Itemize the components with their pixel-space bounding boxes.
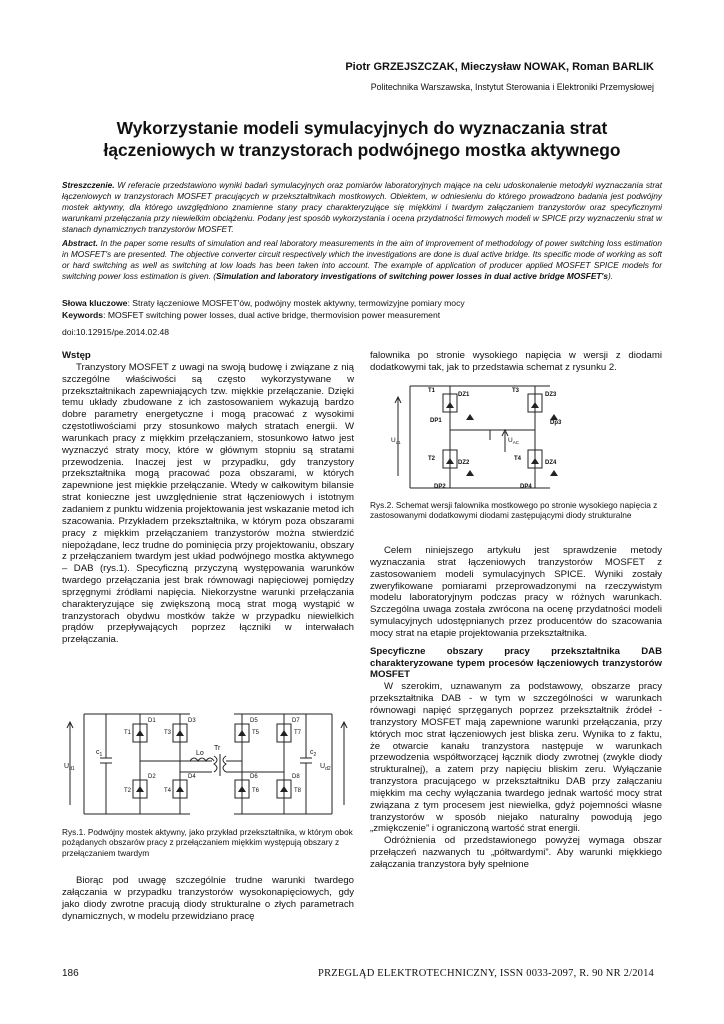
fig2-t1-label: T1 [428, 388, 436, 394]
fig1-d6-label: D6 [250, 774, 258, 780]
keywords-en-text: : MOSFET switching power losses, dual active bridge, thermovision power measurement [103, 310, 441, 320]
right-paragraph-0: falownika po stronie wysokiego napięcia w wersji z diodami dodatkowymi tak, jak to przedstawia schemat z rysunku 2. [370, 350, 662, 373]
abstract-en [62, 238, 662, 282]
fig1-t4-label: T4 [164, 788, 172, 794]
fig1-d3-label: D3 [188, 718, 196, 724]
fig1-d7-label: D7 [292, 718, 300, 724]
fig1-d4-label: D4 [188, 774, 196, 780]
fig1-t6-label: T6 [252, 788, 260, 794]
doi: doi:10.12915/pe.2014.02.48 [62, 327, 170, 337]
fig2-dp3-label: Dp3 [550, 420, 562, 426]
fig2-dz1-label: DZ1 [458, 392, 470, 398]
fig2-uac-label: $U_{AC}$ [508, 437, 519, 445]
abstract-pl [62, 180, 662, 235]
fig2-ud1-label: $U_{d1}$ [391, 437, 401, 445]
fig2-dp1-label: DP1 [430, 418, 442, 424]
right-paragraph-3: Odróżnienia od przedstawionego powyżej wymaga obszar przełączeń nazwanych tu „półtwardymi”. Aby warunki miękkiego załączania tranzystora były spełnione [370, 835, 662, 870]
section-heading-2: Specyficzne obszary pracy przekształtnika DAB charakteryzowane typem procesów łączeniowych tranzystorów MOSFET [370, 645, 662, 681]
right-paragraph-1: Celem niniejszego artykułu jest sprawdzenie metody wyznaczania strat łączeniowych tranzystorów MOSFET z zastosowaniem modeli symulacyjnych SPICE. Wyniki zostały zweryfikowane pomiarami przeprowadzonymi na rzeczywistym modelu laboratoryjnym podczas pracy w różnych warunkach. Szczególna uwaga została zwrócona na ocenę przydatności modeli symulacyjnych udostępnianych przez producentów do szacowania mocy strat na etapie projektowania przekształtnika. [370, 545, 662, 639]
authors: Piotr GRZEJSZCZAK, Mieczysław NOWAK, Roman BARLIK [345, 61, 654, 73]
fig1-d8-label: D8 [292, 774, 300, 780]
figure-1-caption: Rys.1. Podwójny mostek aktywny, jako przykład przekształtnika, w którym obok pożądanych obszarów pracy z przełączaniem miękkim występują obszary z przełączaniem twardym [62, 827, 353, 858]
right-column-main [370, 545, 662, 871]
fig1-t8-label: T8 [294, 788, 302, 794]
fig2-t2-label: T2 [428, 456, 436, 462]
fig1-d5-label: D5 [250, 718, 258, 724]
keywords-en-label: Keywords [62, 310, 104, 320]
page-number: 186 [62, 968, 79, 979]
fig1-t1-label: T1 [124, 730, 132, 736]
fig2-dz4-label: DZ4 [545, 460, 557, 466]
abstract-en-end: ). [608, 270, 614, 281]
fig1-d2-label: D2 [148, 774, 156, 780]
fig2-t3-label: T3 [512, 388, 520, 394]
section-heading-intro: Wstęp [62, 350, 91, 361]
abstract-en-title: Simulation and laboratory investigations of switching power losses in dual active bridge MOSFET's [216, 270, 609, 281]
paper-title [62, 117, 662, 161]
fig1-t5-label: T5 [252, 730, 260, 736]
abstract-pl-label: Streszczenie. [62, 180, 115, 190]
keywords-pl [62, 298, 662, 309]
fig1-lo-label: Lo [196, 750, 204, 757]
abstract-pl-text: W referacie przedstawiono wyniki badań symulacyjnych oraz pomiarów laboratoryjnych mające na celu udoskonalenie metodyki wyznaczania strat łączeniowych w tranzystorach MOSFET pracujących w przekształtnikach mostkowych. Obiektem, w odniesieniu do którego prowadzono badania jest podwójny mostek aktywny, dla którego uwzględniono znamienne stany pracy charakteryzujące się miękkimi i twardym załączaniem tranzystorów oraz specyficznymi warunkami przełączania przy niewielkim obciążeniu. Podany jest sposób wykorzystania i ocena przydatności firmowych modeli w SPICE przy wyznaczeniu strat w stanach dynamicznych tranzystorów MOSFET. [62, 180, 662, 234]
fig1-t2-label: T2 [124, 788, 132, 794]
affiliation: Politechnika Warszawska, Instytut Sterowania i Elektroniki Przemysłowej [370, 82, 654, 92]
intro-paragraph-1: Tranzystory MOSFET z uwagi na swoją budowę i związane z nią szczególne właściwości są często wykorzystywane w przekształtnikach zapewniających tzw. miękkie przełączanie. Dzięki temu układy zbudowane z ich zastosowaniem wykazują bardzo dobre parametry energetyczne i mogą pracować z wysokimi częstotliwościami przy stosunkowo małych stratach energii. W warunkach pracy z miękkim przełączaniem, stosunkowo łatwo jest wyznaczyć straty mocy, które w głównym stopniu są stratami przewodzenia. Inaczej jest w przypadku, gdy tranzystory przekształtnika mogą pracować poza obszarami, w których zapewnione jest miękkie przełączanie. Wtedy w całkowitym bilansie strat konieczne jest uwzględnienie strat łączeniowych i istotnym zadaniem z punktu widzenia projektowania jest wskazanie metod ich szacowania. Przykładem przekształtnika, w którym poza obszarami pracy z miękkim przełączaniem tranzystorów można stwierdzić niepożądane, lecz trudne do pominięcia przy projektowaniu, obszary z przełączaniem twardym jest układ podwójnego mostka aktywnego – DAB (rys.1). Specyficzną przyczyną występowania warunków twardego przełączania jest brak równowagi napięciowej pomiędzy sprzęgnymi źródłami napięcia. Niekorzystne warunki przełączania charakteryzujące się zwiększoną mocą strat mogą wystąpić w tranzystorach obydwu mostków także w przypadku niewielkich prądów przepływających poprzez łączniki w interwałach przełączania. [62, 361, 354, 646]
fig1-c1-label: $c_1$ [96, 749, 103, 758]
intro-paragraph-2: Biorąc pod uwagę szczególnie trudne warunki twardego załączania w przypadku tranzystorów wysokonapięciowych, gdy jako diody zwrotne pracują diody strukturalne o złych parametrach dynamicznych, w modelu przewidziano pracę [62, 875, 354, 922]
fig1-ud2-label: $U_{d2}$ [320, 763, 331, 772]
abstract-en-text: In the paper some results of simulation and real laboratory measurements in the aim of improvement of methodology of power switching loss estimation in MOSFET's are presented. The objective converter circuit respectively which the investigations are done is dual active bridge. Its specific mode of working as soft or hard switching as well as switching at low loads has been taken into account. The example of application of producer applied MOSFET SPICE models for switching power loss estimation is given. ( [62, 238, 663, 281]
left-column-continued [62, 875, 354, 922]
fig1-tr-label: Tr [214, 745, 221, 752]
fig1-t7-label: T7 [294, 730, 302, 736]
title-line-1: Wykorzystanie modeli symulacyjnych do wyznaczania strat [116, 118, 608, 138]
fig2-dz2-label: DZ2 [458, 460, 470, 466]
fig1-c2-label: $c_2$ [310, 749, 317, 758]
keywords-pl-label: Słowa kluczowe [62, 298, 128, 308]
figure-2-caption: Rys.2. Schemat wersji falownika mostkowego po stronie wysokiego napięcia z zastosowanymi dodatkowymi diodami zastępującymi diody strukturalne [370, 500, 658, 521]
keywords-pl-text: : Straty łączeniowe MOSFET'ów, podwójny mostek aktywny, termowizyjne pomiary mocy [127, 298, 465, 308]
left-column [62, 350, 354, 646]
fig1-t3-label: T3 [164, 730, 172, 736]
fig2-dp2-label: DP2 [434, 484, 446, 490]
journal-footer: PRZEGLĄD ELEKTROTECHNICZNY, ISSN 0033-2097, R. 90 NR 2/2014 [318, 968, 654, 979]
fig1-ud1-label: $U_{d1}$ [64, 763, 75, 772]
fig2-dp4-label: DP4 [520, 484, 532, 490]
figure-2-inverter-schematic [390, 380, 580, 495]
fig1-d1-label: D1 [148, 718, 156, 724]
right-paragraph-2: W szerokim, uznawanym za podstawowy, obszarze pracy przekształtnika DAB - w tym w szczególności w warunkach równowagi napięć sprzęganych poprzez przekształtnik źródeł - tranzystory MOSFET mają zapewnione warunki przełączania, przy których moc strat łączeniowych jest bliska zeru. Wynika to z faktu, że otwarcie kanału tranzystora następuje w warunkach przewodzenia współtworzącej łącznik diody zwrotnej (zwykle diody strukturalnej), a zatem przy napięciu bliskim zeru. Wyłączanie tranzystora pracującego w przekształtniku DAB przy załączaniu miękkim ma cechy wyłączania twardego jednak wartość mocy strat związana z tym procesem jest niewielka, gdyż pojemności własne tranzystorów w sposób niejako naturalny powodują jego „zmiękczenie” i ograniczoną wartość strat energii. [370, 681, 662, 835]
keywords-en [62, 310, 662, 321]
abstract-en-label: Abstract. [62, 238, 98, 248]
fig2-t4-label: T4 [514, 456, 522, 462]
fig2-dz3-label: DZ3 [545, 392, 557, 398]
title-line-2: łączeniowych w tranzystorach podwójnego mostka aktywnego [103, 140, 621, 160]
figure-1-dual-active-bridge [62, 708, 354, 823]
right-column-top [370, 350, 662, 374]
